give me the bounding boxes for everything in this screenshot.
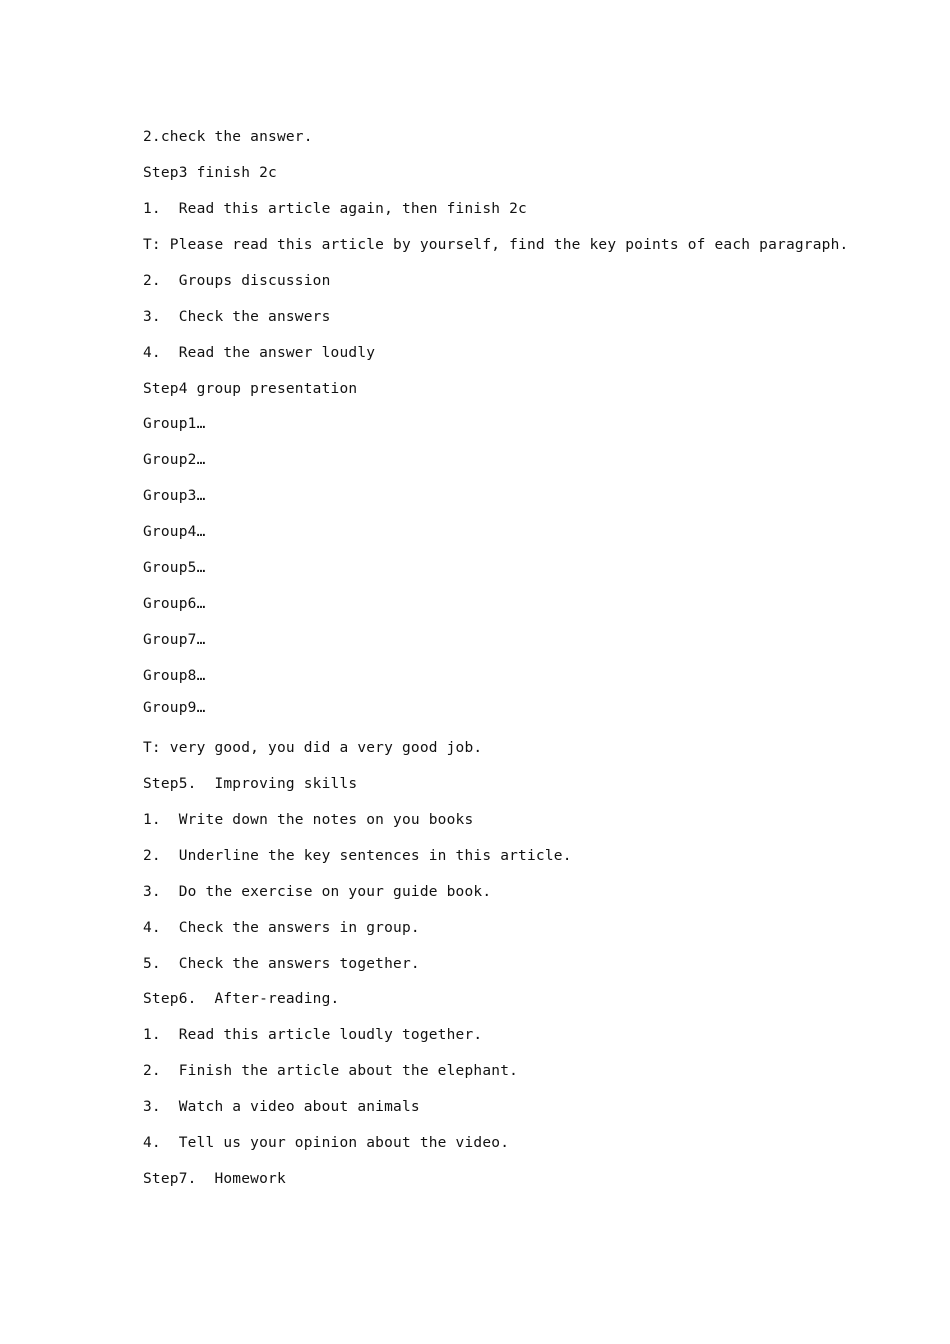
group-item: Group3… (143, 488, 206, 504)
step-heading: Step7. Homework (143, 1171, 286, 1187)
step-heading: Step5. Improving skills (143, 776, 358, 792)
step-heading: Step3 finish 2c (143, 165, 277, 181)
group-item: Group9… (143, 700, 206, 716)
list-item: 1. Read this article loudly together. (143, 1027, 483, 1043)
group-item: Group7… (143, 632, 206, 648)
step-heading: Step6. After-reading. (143, 991, 340, 1007)
list-item: 2. Finish the article about the elephant. (143, 1063, 519, 1079)
group-item: Group2… (143, 452, 206, 468)
group-item: Group1… (143, 416, 206, 432)
teacher-line: T: Please read this article by yourself, find the key points of each paragraph. (143, 237, 849, 253)
group-item: Group6… (143, 596, 206, 612)
list-item: 2. Groups discussion (143, 273, 331, 289)
list-item: 4. Read the answer loudly (143, 345, 376, 361)
list-item: 1. Read this article again, then finish 2c (143, 201, 527, 217)
list-item: 3. Watch a video about animals (143, 1099, 420, 1115)
list-item: 3. Check the answers (143, 309, 331, 325)
group-item: Group5… (143, 560, 206, 576)
step-heading: Step4 group presentation (143, 381, 358, 397)
list-item: 2. Underline the key sentences in this article. (143, 848, 572, 864)
list-item: 3. Do the exercise on your guide book. (143, 884, 492, 900)
list-item: 5. Check the answers together. (143, 956, 420, 972)
list-item: 4. Tell us your opinion about the video. (143, 1135, 510, 1151)
list-item: 1. Write down the notes on you books (143, 812, 474, 828)
group-item: Group4… (143, 524, 206, 540)
list-item: 4. Check the answers in group. (143, 920, 420, 936)
text-line: 2.check the answer. (143, 129, 313, 145)
group-item: Group8… (143, 668, 206, 684)
teacher-line: T: very good, you did a very good job. (143, 740, 483, 756)
